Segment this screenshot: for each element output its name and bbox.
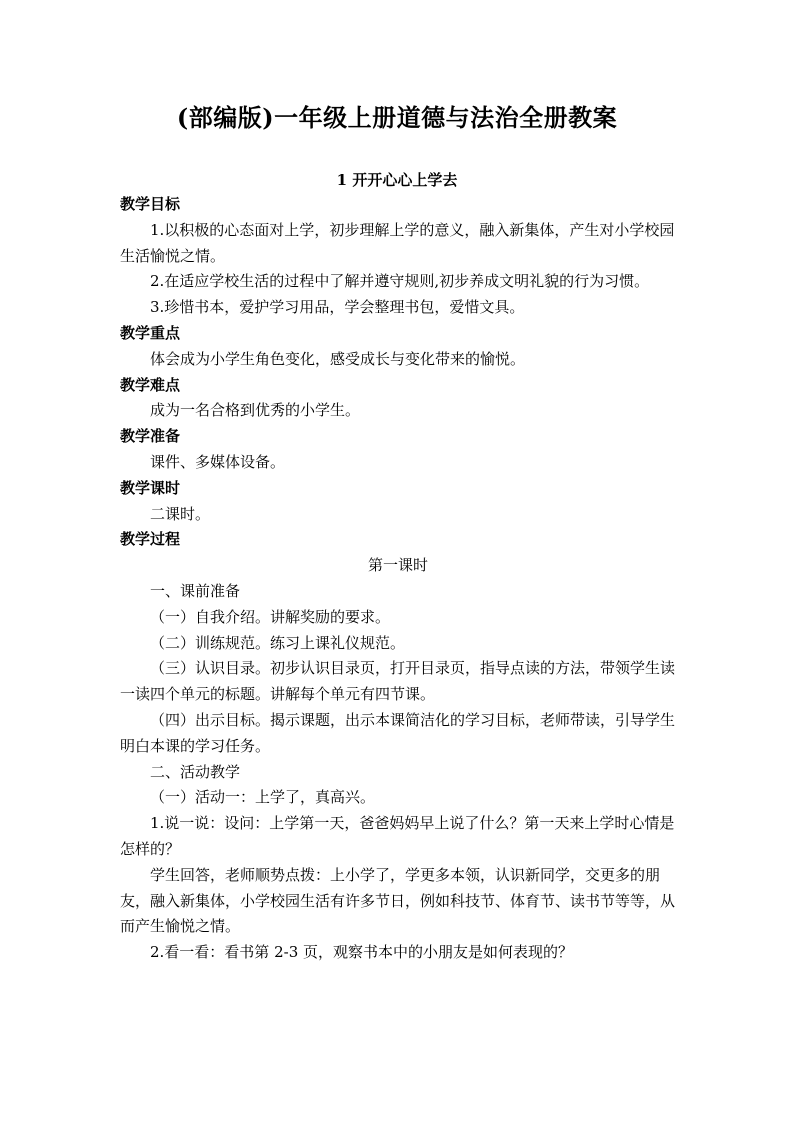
section-heading: 教学准备 — [120, 427, 181, 446]
body-paragraph: 二、活动教学 — [150, 762, 241, 781]
section-heading: 教学目标 — [120, 195, 181, 213]
body-paragraph: （一）自我介绍。讲解奖励的要求。 — [150, 607, 391, 626]
body-paragraph: （一）活动一：上学了，真高兴。 — [150, 788, 376, 807]
body-paragraph: 2.在适应学校生活的过程中了解并遵守规则,初步养成文明礼貌的行为习惯。 — [150, 272, 650, 291]
session-heading: 第一课时 — [367, 556, 428, 575]
body-paragraph: 1.说一说：设问：上学第一天，爸爸妈妈早上说了什么？第一天来上学时心情是怎样的？ — [120, 814, 675, 858]
body-paragraph: 体会成为小学生角色变化，感受成长与变化带来的愉悦。 — [150, 349, 526, 368]
body-paragraph: （三）认识目录。初步认识目录页，打开目录页，指导点读的方法，带领学生读一读四个单元的标题。讲解每个单元有四节课。 — [120, 659, 676, 704]
body-paragraph: 3.珍惜书本，爱护学习用品，学会整理书包，爱惜文具。 — [150, 298, 525, 317]
body-paragraph: 学生回答，老师顺势点拨：上小学了，学更多本领，认识新同学，交更多的朋友，融入新集体，小学校园生活有许多节日，例如科技节、体育节、读书节等等，从而产生愉悦之情。 — [120, 865, 676, 936]
lesson-title: 1 开开心心上学去 — [336, 171, 458, 189]
body-paragraph: （四）出示目标。揭示课题，出示本课简洁化的学习目标，老师带读，引导学生明白本课的学习任务。 — [120, 710, 676, 755]
section-heading: 教学重点 — [120, 323, 181, 342]
section-heading: 教学难点 — [120, 375, 181, 394]
section-heading: 教学课时 — [120, 478, 181, 497]
body-paragraph: 一、课前准备 — [150, 581, 241, 600]
body-paragraph: 2.看一看：看书第 2-3 页，观察书本中的小朋友是如何表现的？ — [150, 943, 574, 962]
body-paragraph: 二课时。 — [150, 504, 211, 523]
body-paragraph: 1.以积极的心态面对上学，初步理解上学的意义，融入新集体，产生对小学校园生活愉悦之情。 — [120, 220, 675, 265]
section-heading: 教学过程 — [120, 530, 181, 549]
body-paragraph: 课件、多媒体设备。 — [150, 452, 286, 471]
document-title: (部编版)一年级上册道德与法治全册教案 — [176, 103, 618, 132]
body-paragraph: （二）训练规范。练习上课礼仪规范。 — [150, 633, 406, 652]
document-body — [120, 192, 676, 966]
body-paragraph: 成为一名合格到优秀的小学生。 — [150, 401, 361, 420]
